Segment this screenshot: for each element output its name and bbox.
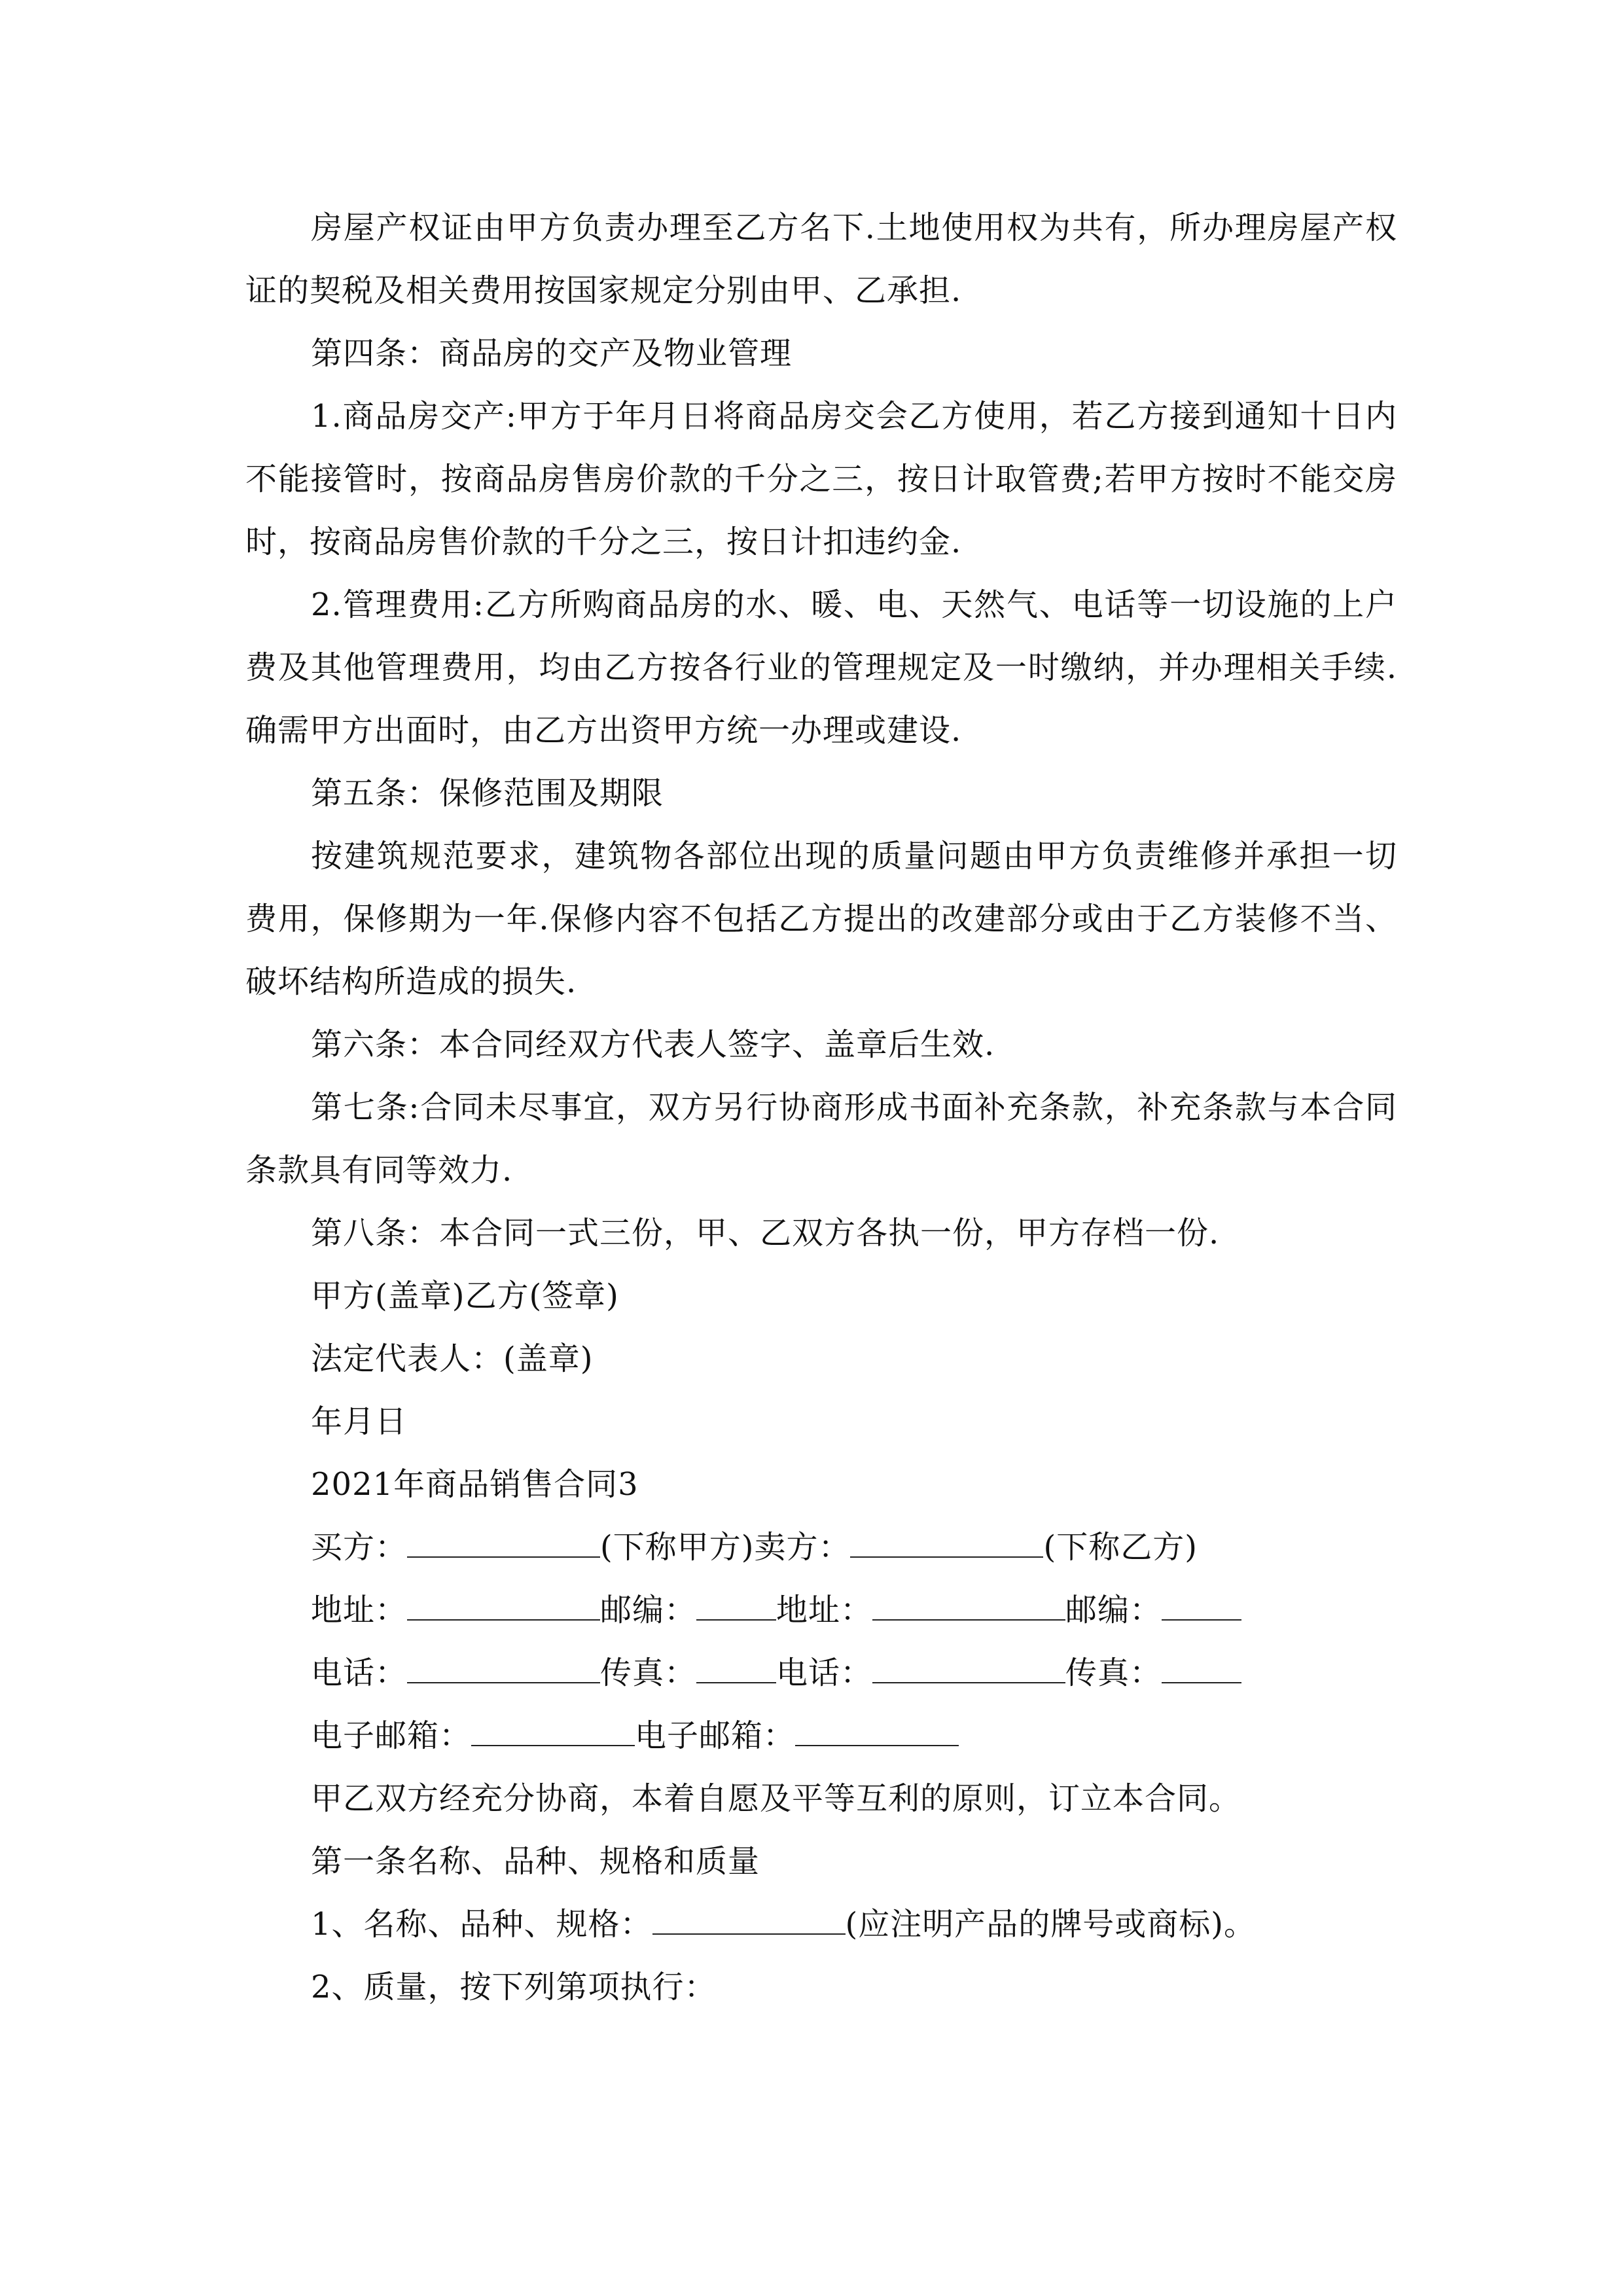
seller-blank xyxy=(850,1530,1043,1558)
email-blank xyxy=(471,1719,635,1746)
address-label-2: 地址： xyxy=(776,1592,873,1628)
address-label: 地址： xyxy=(311,1592,408,1628)
signature-parties: 甲方(盖章)乙方(签章) xyxy=(311,1278,619,1314)
email-blank-2 xyxy=(795,1719,959,1746)
postcode-blank-2 xyxy=(1162,1593,1241,1621)
item-name-blank xyxy=(652,1907,846,1935)
postcode-label: 邮编： xyxy=(600,1592,697,1628)
paragraph-handover: 1.商品房交产:甲方于年月日将商品房交会乙方使用，若乙方接到通知十日内不能接管时，按商品房售房价款的千分之三，按日计取管费;若甲方按时不能交房时，按商品房售价款的千分之三，按日计扣违约金. xyxy=(245,398,1397,560)
fax-blank xyxy=(696,1656,776,1683)
paragraph-management-fee: 2.管理费用:乙方所购商品房的水、暖、电、天然气、电话等一切设施的上户费及其他管理费用，均由乙方按各行业的管理规定及一时缴纳，并办理相关手续.确需甲方出面时，由乙方出资甲方统一办理或建设. xyxy=(245,586,1397,749)
paragraph-property-certificate: 房屋产权证由甲方负责办理至乙方名下.土地使用权为共有，所办理房屋产权证的契税及相关费用按国家规定分别由甲、乙承担. xyxy=(245,209,1397,309)
address-blank xyxy=(407,1593,600,1621)
fax-label: 传真： xyxy=(600,1655,697,1691)
buyer-label: 买方： xyxy=(311,1529,408,1566)
phone-blank-2 xyxy=(872,1656,1065,1683)
document-page xyxy=(245,196,1397,2018)
heading-article-4: 第四条：商品房的交产及物业管理 xyxy=(311,335,793,372)
email-label-2: 电子邮箱： xyxy=(635,1717,796,1754)
phone-label: 电话： xyxy=(311,1655,408,1691)
phone-blank xyxy=(407,1656,600,1683)
paragraph-article-7: 第七条:合同未尽事宜，双方另行协商形成书面补充条款，补充条款与本合同条款具有同等效力. xyxy=(245,1089,1397,1189)
heading-article-1: 第一条名称、品种、规格和质量 xyxy=(311,1843,760,1880)
heading-article-5: 第五条：保修范围及期限 xyxy=(311,775,664,812)
postcode-blank xyxy=(696,1593,776,1621)
date-line: 年月日 xyxy=(311,1403,408,1440)
phone-label-2: 电话： xyxy=(776,1655,873,1691)
paragraph-article-6: 第六条：本合同经双方代表人签字、盖章后生效. xyxy=(311,1026,995,1063)
phone-line xyxy=(245,1641,1397,1704)
seller-suffix: (下称乙方) xyxy=(1043,1529,1198,1566)
paragraph-article-8: 第八条：本合同一式三份，甲、乙双方各执一份，甲方存档一份. xyxy=(311,1215,1220,1251)
address-blank-2 xyxy=(872,1593,1065,1621)
email-label: 电子邮箱： xyxy=(311,1717,472,1754)
buyer-blank xyxy=(407,1530,600,1558)
email-line xyxy=(245,1704,1397,1767)
buyer-seller-line xyxy=(245,1516,1397,1579)
fax-label-2: 传真： xyxy=(1065,1655,1162,1691)
address-line xyxy=(245,1579,1397,1641)
quality-line: 2、质量，按下列第项执行： xyxy=(311,1969,717,2005)
paragraph-agreement: 甲乙双方经充分协商，本着自愿及平等互利的原则，订立本合同。 xyxy=(311,1780,1241,1817)
buyer-suffix: (下称甲方)卖方： xyxy=(600,1529,851,1566)
item-name-line xyxy=(245,1893,1397,1956)
fax-blank-2 xyxy=(1162,1656,1241,1683)
item-name-suffix: (应注明产品的牌号或商标)。 xyxy=(845,1906,1257,1943)
item-name-label: 1、名称、品种、规格： xyxy=(311,1906,652,1943)
postcode-label-2: 邮编： xyxy=(1065,1592,1162,1628)
legal-representative: 法定代表人：(盖章) xyxy=(311,1340,594,1377)
contract-title: 2021年商品销售合同3 xyxy=(311,1466,639,1503)
paragraph-warranty: 按建筑规范要求，建筑物各部位出现的质量问题由甲方负责维修并承担一切费用，保修期为一年.保修内容不包括乙方提出的改建部分或由于乙方装修不当、破坏结构所造成的损失. xyxy=(245,838,1397,1000)
